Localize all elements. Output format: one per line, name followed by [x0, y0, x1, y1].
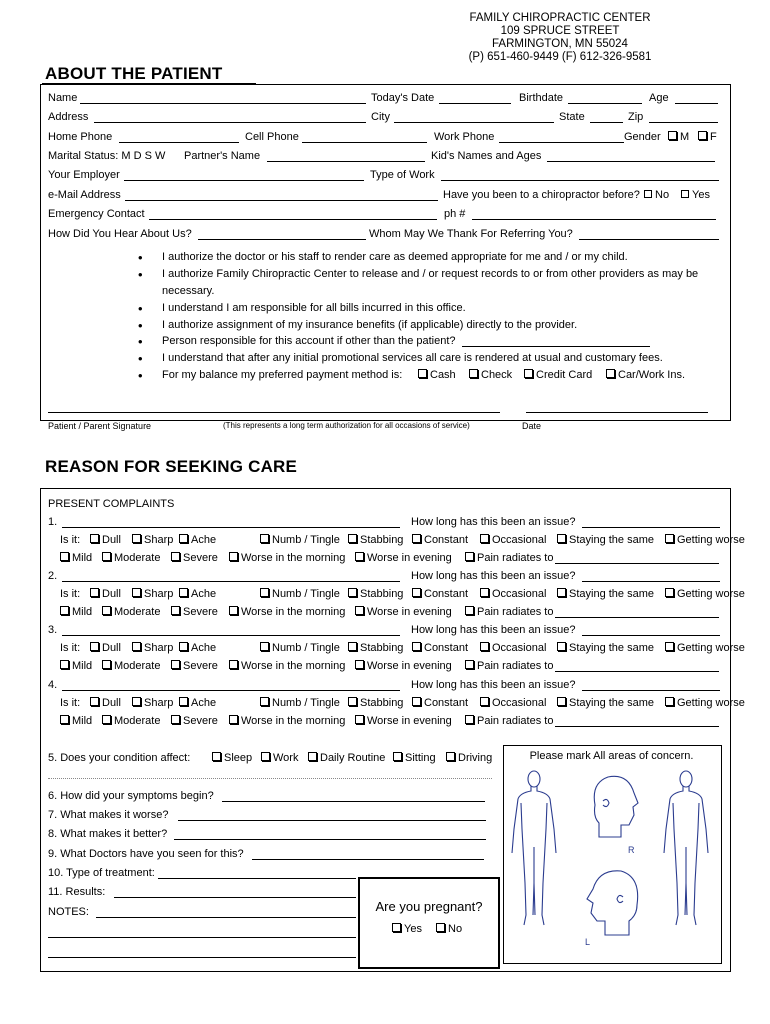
birthdate-field[interactable]	[568, 92, 642, 104]
quality-option[interactable]: Numb / Tingle	[260, 697, 340, 709]
severity-checkbox[interactable]	[60, 552, 69, 561]
complaint-field[interactable]	[62, 581, 400, 582]
quality-checkbox[interactable]	[132, 588, 141, 597]
quality-checkbox[interactable]	[557, 534, 566, 543]
quality-option[interactable]: Dull	[90, 642, 121, 654]
quality-checkbox[interactable]	[90, 642, 99, 651]
quality-option[interactable]: Sharp	[132, 697, 173, 709]
pregnant-no-checkbox[interactable]	[436, 923, 445, 932]
complaint-number: 1.	[48, 516, 58, 528]
radiates-field[interactable]	[555, 563, 719, 564]
pay-credit-option[interactable]: Credit Card	[524, 369, 592, 381]
severity-option[interactable]: Moderate	[102, 660, 160, 672]
quality-option[interactable]: Getting worse	[665, 642, 745, 654]
chiro-yes-checkbox[interactable]	[681, 190, 689, 198]
severity-option[interactable]: Pain radiates to	[465, 552, 553, 564]
severity-checkbox[interactable]	[171, 552, 180, 561]
affect-driving-option[interactable]: Driving	[446, 752, 492, 764]
emergency-field[interactable]	[149, 208, 437, 220]
severity-option[interactable]: Mild	[60, 715, 92, 727]
gender-f-option[interactable]: F	[698, 131, 717, 143]
quality-option[interactable]: Occasional	[480, 588, 546, 600]
quality-option[interactable]: Getting worse	[665, 588, 745, 600]
name-field[interactable]	[80, 92, 366, 104]
work-type-field[interactable]	[441, 169, 719, 181]
severity-option[interactable]: Moderate	[102, 606, 160, 618]
is-it-label: Is it:	[60, 534, 81, 546]
how-long-field[interactable]	[582, 581, 720, 582]
quality-option[interactable]: Stabbing	[348, 534, 403, 546]
affect-sitting-checkbox[interactable]	[393, 752, 402, 761]
quality-checkbox[interactable]	[90, 588, 99, 597]
quality-checkbox[interactable]	[557, 642, 566, 651]
severity-checkbox[interactable]	[229, 715, 238, 724]
severity-checkbox[interactable]	[355, 715, 364, 724]
referring-field[interactable]	[579, 228, 719, 240]
pay-check-option[interactable]: Check	[469, 369, 512, 381]
severity-checkbox[interactable]	[102, 715, 111, 724]
severity-option[interactable]: Severe	[171, 606, 218, 618]
affect-routine-option[interactable]: Daily Routine	[308, 752, 385, 764]
quality-checkbox[interactable]	[90, 697, 99, 706]
quality-checkbox[interactable]	[348, 642, 357, 651]
complaint-number: 2.	[48, 570, 58, 582]
quality-checkbox[interactable]	[348, 534, 357, 543]
quality-option[interactable]: Stabbing	[348, 697, 403, 709]
affect-work-checkbox[interactable]	[261, 752, 270, 761]
emergency-phone-field[interactable]	[472, 208, 716, 220]
severity-option[interactable]: Mild	[60, 660, 92, 672]
severity-option[interactable]: Worse in the morning	[229, 715, 345, 727]
affect-sleep-checkbox[interactable]	[212, 752, 221, 761]
employer-field[interactable]	[124, 169, 364, 181]
complaint-field[interactable]	[62, 527, 400, 528]
severity-checkbox[interactable]	[102, 660, 111, 669]
complaint-number: 4.	[48, 679, 58, 691]
quality-checkbox[interactable]	[132, 697, 141, 706]
severity-option[interactable]: Worse in evening	[355, 715, 452, 727]
quality-option[interactable]: Constant	[412, 697, 468, 709]
work-phone-field[interactable]	[499, 131, 624, 143]
quality-checkbox[interactable]	[557, 588, 566, 597]
q7-label: 7. What makes it worse?	[48, 809, 169, 821]
pay-carwork-option[interactable]: Car/Work Ins.	[606, 369, 685, 381]
q9-field[interactable]	[252, 859, 484, 860]
is-it-label: Is it:	[60, 588, 81, 600]
how-heard-field[interactable]	[198, 228, 366, 240]
q8-field[interactable]	[174, 839, 486, 840]
severity-checkbox[interactable]	[102, 552, 111, 561]
quality-checkbox[interactable]	[260, 588, 269, 597]
quality-option[interactable]: Occasional	[480, 534, 546, 546]
severity-option[interactable]: Severe	[171, 715, 218, 727]
quality-option[interactable]: Ache	[179, 588, 216, 600]
severity-option[interactable]: Worse in evening	[355, 606, 452, 618]
pay-carwork-checkbox[interactable]	[606, 369, 615, 378]
q6-field[interactable]	[222, 801, 485, 802]
quality-option[interactable]: Occasional	[480, 642, 546, 654]
q6-label: 6. How did your symptoms begin?	[48, 790, 214, 802]
affect-work-option[interactable]: Work	[261, 752, 298, 764]
quality-checkbox[interactable]	[260, 697, 269, 706]
pay-cash-option[interactable]: Cash	[418, 369, 456, 381]
chiro-yes-option[interactable]: Yes	[681, 189, 710, 201]
severity-option[interactable]: Pain radiates to	[465, 660, 553, 672]
quality-checkbox[interactable]	[480, 697, 489, 706]
quality-option[interactable]: Stabbing	[348, 642, 403, 654]
how-long-label: How long has this been an issue?	[411, 624, 576, 636]
quality-checkbox[interactable]	[412, 697, 421, 706]
quality-option[interactable]: Constant	[412, 534, 468, 546]
q7-field[interactable]	[178, 820, 486, 821]
todays-date-field[interactable]	[439, 92, 511, 104]
q5-line	[48, 778, 492, 779]
severity-option[interactable]: Pain radiates to	[465, 606, 553, 618]
severity-checkbox[interactable]	[102, 606, 111, 615]
kids-field[interactable]	[547, 150, 715, 162]
clinic-city: FARMINGTON, MN 55024	[492, 38, 628, 50]
quality-checkbox[interactable]	[260, 534, 269, 543]
affect-driving-checkbox[interactable]	[446, 752, 455, 761]
quality-option[interactable]: Numb / Tingle	[260, 588, 340, 600]
severity-option[interactable]: Severe	[171, 552, 218, 564]
clinic-name: FAMILY CHIROPRACTIC CENTER	[469, 12, 651, 24]
quality-checkbox[interactable]	[90, 534, 99, 543]
severity-checkbox[interactable]	[355, 552, 364, 561]
about-title: ABOUT THE PATIENT	[45, 64, 223, 83]
chiro-no-option[interactable]: No	[644, 189, 669, 201]
affect-routine-checkbox[interactable]	[308, 752, 317, 761]
pregnant-no-option[interactable]: No	[436, 923, 462, 935]
quality-option[interactable]: Occasional	[480, 697, 546, 709]
city-field[interactable]	[394, 111, 554, 123]
quality-option[interactable]: Ache	[179, 534, 216, 546]
present-complaints-label: PRESENT COMPLAINTS	[48, 498, 175, 510]
quality-checkbox[interactable]	[665, 697, 674, 706]
quality-option[interactable]: Constant	[412, 642, 468, 654]
severity-checkbox[interactable]	[229, 660, 238, 669]
partner-field[interactable]	[267, 150, 425, 162]
q9-label: 9. What Doctors have you seen for this?	[48, 848, 244, 860]
signature-field[interactable]	[48, 412, 500, 413]
is-it-label: Is it:	[60, 642, 81, 654]
quality-option[interactable]: Staying the same	[557, 642, 654, 654]
quality-checkbox[interactable]	[132, 642, 141, 651]
gender-m-option[interactable]: M	[668, 131, 689, 143]
quality-checkbox[interactable]	[557, 697, 566, 706]
quality-option[interactable]: Staying the same	[557, 588, 654, 600]
quality-option[interactable]: Getting worse	[665, 697, 745, 709]
quality-checkbox[interactable]	[348, 588, 357, 597]
how-long-field[interactable]	[582, 690, 720, 691]
quality-option[interactable]: Constant	[412, 588, 468, 600]
q11-label: 11. Results:	[48, 886, 106, 898]
q5-label: 5. Does your condition affect:	[48, 752, 191, 764]
pay-credit-checkbox[interactable]	[524, 369, 533, 378]
cell-phone-field[interactable]	[302, 131, 427, 143]
quality-option[interactable]: Staying the same	[557, 697, 654, 709]
quality-checkbox[interactable]	[480, 642, 489, 651]
head-right-icon[interactable]	[594, 776, 638, 855]
back-body-icon[interactable]	[664, 771, 708, 925]
quality-checkbox[interactable]	[412, 534, 421, 543]
severity-checkbox[interactable]	[465, 715, 474, 724]
quality-option[interactable]: Sharp	[132, 642, 173, 654]
quality-checkbox[interactable]	[179, 642, 188, 651]
severity-option[interactable]: Worse in the morning	[229, 660, 345, 672]
state-field[interactable]	[590, 111, 623, 123]
responsible-person-field[interactable]	[462, 346, 650, 347]
severity-option[interactable]: Moderate	[102, 552, 160, 564]
how-long-field[interactable]	[582, 527, 720, 528]
quality-checkbox[interactable]	[480, 534, 489, 543]
severity-checkbox[interactable]	[171, 660, 180, 669]
pay-cash-checkbox[interactable]	[418, 369, 427, 378]
chiro-no-checkbox[interactable]	[644, 190, 652, 198]
clinic-phones: (P) 651-460-9449 (F) 612-326-9581	[468, 51, 652, 63]
pregnant-yes-option[interactable]: Yes	[392, 923, 422, 935]
quality-checkbox[interactable]	[480, 588, 489, 597]
home-phone-field[interactable]	[119, 131, 239, 143]
reason-title: REASON FOR SEEKING CARE	[45, 457, 298, 476]
zip-field[interactable]	[649, 111, 718, 123]
notes-line-1[interactable]	[96, 917, 356, 918]
severity-checkbox[interactable]	[60, 660, 69, 669]
quality-option[interactable]: Dull	[90, 697, 121, 709]
quality-option[interactable]: Staying the same	[557, 534, 654, 546]
quality-checkbox[interactable]	[179, 588, 188, 597]
notes-label: NOTES:	[48, 906, 89, 918]
severity-option[interactable]: Worse in the morning	[229, 552, 345, 564]
severity-option[interactable]: Mild	[60, 552, 92, 564]
signature-date-field[interactable]	[526, 412, 708, 413]
clinic-header	[440, 12, 680, 64]
complaint-field[interactable]	[62, 690, 400, 691]
quality-checkbox[interactable]	[412, 588, 421, 597]
email-field[interactable]	[125, 189, 438, 201]
severity-checkbox[interactable]	[229, 606, 238, 615]
head-l-letter: L	[585, 937, 591, 947]
signature-note: (This represents a long term authorization for all occasions of service)	[223, 421, 470, 430]
quality-option[interactable]: Numb / Tingle	[260, 642, 340, 654]
date-label: Date	[522, 421, 542, 431]
quality-checkbox[interactable]	[179, 697, 188, 706]
front-body-icon[interactable]	[512, 771, 556, 925]
severity-option[interactable]: Severe	[171, 660, 218, 672]
severity-option[interactable]: Pain radiates to	[465, 715, 553, 727]
severity-option[interactable]: Mild	[60, 606, 92, 618]
q10-field[interactable]	[158, 878, 356, 879]
severity-checkbox[interactable]	[465, 660, 474, 669]
severity-checkbox[interactable]	[229, 552, 238, 561]
address-field[interactable]	[94, 111, 366, 123]
severity-checkbox[interactable]	[60, 606, 69, 615]
age-field[interactable]	[675, 92, 718, 104]
quality-option[interactable]: Dull	[90, 534, 121, 546]
quality-checkbox[interactable]	[348, 697, 357, 706]
severity-option[interactable]: Worse in the morning	[229, 606, 345, 618]
radiates-field[interactable]	[555, 617, 719, 618]
how-long-label: How long has this been an issue?	[411, 570, 576, 582]
severity-checkbox[interactable]	[355, 660, 364, 669]
severity-option[interactable]: Worse in evening	[355, 660, 452, 672]
quality-option[interactable]: Stabbing	[348, 588, 403, 600]
q8-label: 8. What makes it better?	[48, 828, 168, 840]
how-long-field[interactable]	[582, 635, 720, 636]
mark-areas-label: Please mark All areas of concern.	[529, 750, 694, 762]
body-diagram[interactable]	[503, 765, 720, 961]
complaint-number: 3.	[48, 624, 58, 636]
signature-label: Patient / Parent Signature	[48, 421, 152, 431]
severity-checkbox[interactable]	[465, 606, 474, 615]
radiates-field[interactable]	[555, 671, 719, 672]
quality-checkbox[interactable]	[132, 534, 141, 543]
quality-option[interactable]: Dull	[90, 588, 121, 600]
head-r-letter: R	[628, 845, 635, 855]
affect-sleep-option[interactable]: Sleep	[212, 752, 252, 764]
complaint-field[interactable]	[62, 635, 400, 636]
quality-option[interactable]: Numb / Tingle	[260, 534, 340, 546]
q10-label: 10. Type of treatment:	[48, 867, 155, 879]
pregnant-yes-checkbox[interactable]	[392, 923, 401, 932]
notes-line-3[interactable]	[48, 957, 356, 958]
quality-checkbox[interactable]	[412, 642, 421, 651]
quality-checkbox[interactable]	[665, 534, 674, 543]
severity-checkbox[interactable]	[465, 552, 474, 561]
quality-option[interactable]: Sharp	[132, 534, 173, 546]
gender-m-checkbox[interactable]	[668, 131, 677, 140]
severity-checkbox[interactable]	[355, 606, 364, 615]
quality-option[interactable]: Ache	[179, 642, 216, 654]
pregnancy-box	[358, 877, 500, 969]
notes-line-2[interactable]	[48, 937, 356, 938]
severity-option[interactable]: Moderate	[102, 715, 160, 727]
how-long-label: How long has this been an issue?	[411, 516, 576, 528]
head-left-icon[interactable]	[585, 871, 638, 947]
gender-f-checkbox[interactable]	[698, 131, 707, 140]
quality-checkbox[interactable]	[260, 642, 269, 651]
pregnant-label: Are you pregnant?	[375, 899, 483, 914]
radiates-field[interactable]	[555, 726, 719, 727]
quality-checkbox[interactable]	[665, 588, 674, 597]
severity-option[interactable]: Worse in evening	[355, 552, 452, 564]
clinic-street: 109 SPRUCE STREET	[500, 25, 620, 37]
severity-checkbox[interactable]	[171, 606, 180, 615]
severity-checkbox[interactable]	[60, 715, 69, 724]
quality-option[interactable]: Getting worse	[665, 534, 745, 546]
severity-checkbox[interactable]	[171, 715, 180, 724]
is-it-label: Is it:	[60, 697, 81, 709]
quality-checkbox[interactable]	[665, 642, 674, 651]
affect-sitting-option[interactable]: Sitting	[393, 752, 436, 764]
quality-option[interactable]: Sharp	[132, 588, 173, 600]
how-long-label: How long has this been an issue?	[411, 679, 576, 691]
quality-checkbox[interactable]	[179, 534, 188, 543]
q11-field[interactable]	[114, 897, 356, 898]
pay-check-checkbox[interactable]	[469, 369, 478, 378]
quality-option[interactable]: Ache	[179, 697, 216, 709]
